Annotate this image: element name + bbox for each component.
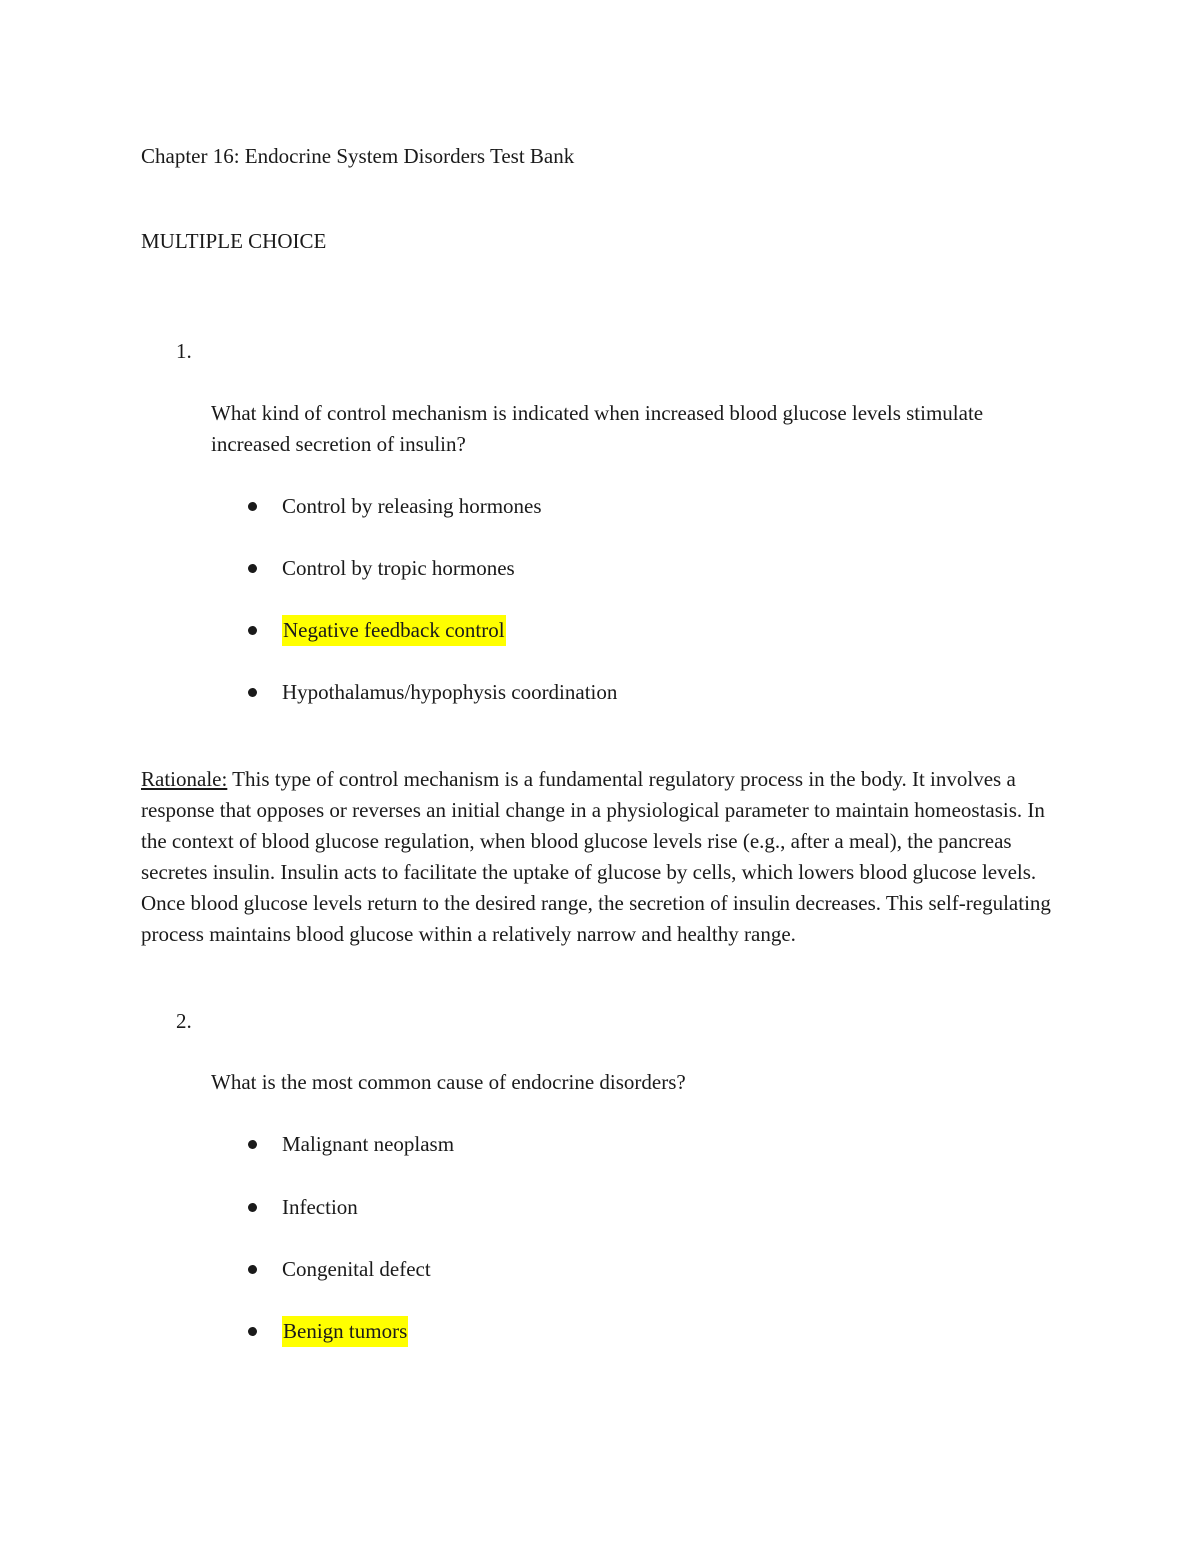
bullet-icon xyxy=(248,1203,257,1212)
bullet-icon xyxy=(248,626,257,635)
option-label-highlighted: Benign tumors xyxy=(282,1316,408,1347)
answer-option-correct xyxy=(248,1316,408,1347)
answer-option xyxy=(248,677,617,708)
question-number: 2. xyxy=(176,1009,192,1033)
bullet-icon xyxy=(248,1265,257,1274)
rationale-label: Rationale: xyxy=(141,767,228,791)
option-label: Hypothalamus/hypophysis coordination xyxy=(282,680,618,704)
bullet-icon xyxy=(248,688,257,697)
section-heading: MULTIPLE CHOICE xyxy=(141,229,327,253)
option-label: Congenital defect xyxy=(282,1257,431,1281)
option-label: Control by tropic hormones xyxy=(282,556,515,580)
question-text: What kind of control mechanism is indicated when increased blood glucose levels stimulate increased secretion of insulin? xyxy=(211,401,984,456)
document-title: Chapter 16: Endocrine System Disorders Test Bank xyxy=(141,144,575,168)
bullet-icon xyxy=(248,1140,257,1149)
answer-option xyxy=(248,553,515,584)
answer-option-correct xyxy=(248,615,506,646)
bullet-icon xyxy=(248,502,257,511)
option-label-highlighted: Negative feedback control xyxy=(282,615,506,646)
option-label: Malignant neoplasm xyxy=(282,1132,455,1156)
option-label: Control by releasing hormones xyxy=(282,494,542,518)
bullet-icon xyxy=(248,1327,257,1336)
bullet-icon xyxy=(248,564,257,573)
rationale-paragraph xyxy=(141,764,1056,950)
answer-option xyxy=(248,1129,454,1160)
question-number: 1. xyxy=(176,339,192,363)
option-label: Infection xyxy=(282,1195,358,1219)
answer-option xyxy=(248,1192,358,1223)
rationale-text: This type of control mechanism is a fundamental regulatory process in the body. It involves a response that opposes or reverses an initial change in a physiological parameter to maintain homeostasis. In the context of blood glucose regulation, when blood glucose levels rise (e.g., after a meal), the pancreas secretes insulin. Insulin acts to facilitate the uptake of glucose by cells, which lowers blood glucose levels. Once blood glucose levels return to the desired range, the secretion of insulin decreases. This self-regulating process maintains blood glucose within a relatively narrow and healthy range. xyxy=(141,767,1051,946)
question-text: What is the most common cause of endocrine disorders? xyxy=(211,1070,686,1094)
answer-option xyxy=(248,491,542,522)
answer-option xyxy=(248,1254,431,1285)
